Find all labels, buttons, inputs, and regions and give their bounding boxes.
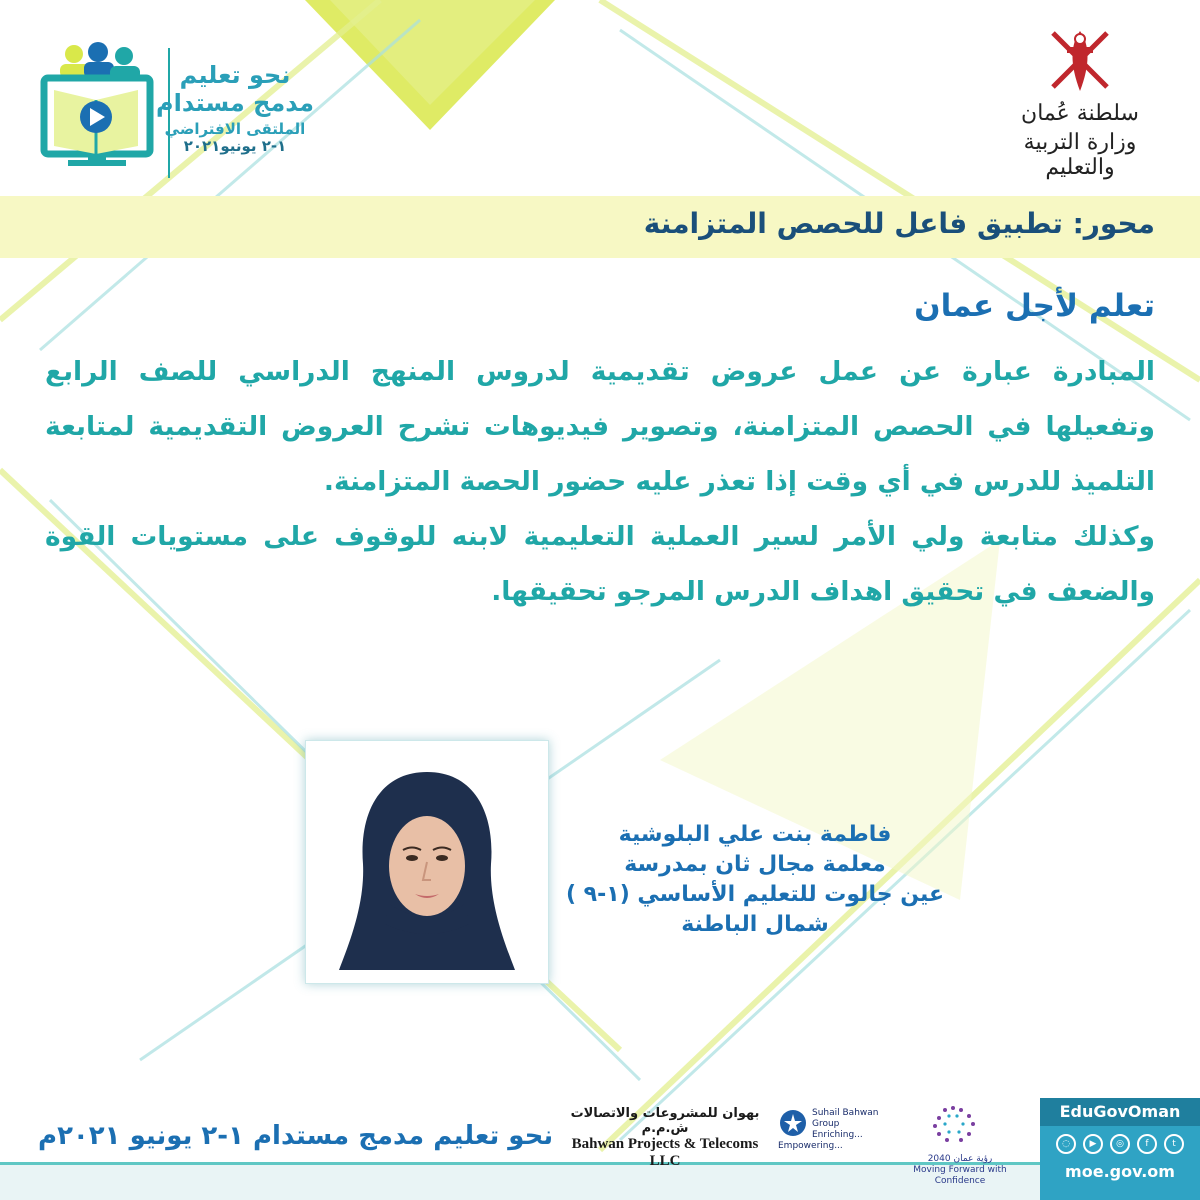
- teacher-photo-frame: [305, 740, 549, 984]
- vision-dots-icon: [915, 1100, 1005, 1150]
- bahwan-name-en: Bahwan Projects & Telecoms LLC: [571, 1136, 759, 1169]
- initiative-description: [45, 344, 1155, 619]
- event-subtitle: الملتقى الافتراضي: [164, 120, 306, 139]
- ministry-line1: سلطنة عُمان: [1021, 101, 1139, 126]
- bahwan-logo: [560, 1106, 770, 1170]
- social-icons: [1040, 1126, 1200, 1162]
- teacher-school: عين جالوت للتعليم الأساسي (١-٩ ): [565, 882, 945, 907]
- teacher-region: شمال الباطنة: [681, 912, 829, 937]
- bahwan-name-ar: بهوان للمشروعات والاتصالات ش.م.م: [570, 1106, 760, 1136]
- event-logo-icon: [38, 42, 156, 182]
- instagram-icon[interactable]: ◎: [1110, 1134, 1130, 1154]
- event-title-block: [150, 62, 320, 156]
- event-title-line1: نحو تعليم: [179, 61, 291, 89]
- suhail-bahwan-logo: [778, 1108, 888, 1152]
- website-link[interactable]: moe.gov.om: [1065, 1162, 1175, 1181]
- suhail-tagline: Enriching... Empowering...: [778, 1130, 863, 1151]
- twitter-icon[interactable]: t: [1164, 1134, 1184, 1154]
- footer-accent-line: [0, 1162, 1040, 1165]
- ministry-logo: [1000, 25, 1160, 180]
- teacher-photo: [319, 754, 535, 970]
- teacher-name: فاطمة بنت علي البلوشية: [618, 822, 892, 847]
- social-box: [1040, 1098, 1200, 1200]
- teacher-role: معلمة مجال ثان بمدرسة: [624, 852, 886, 877]
- description-paragraph-2: وكذلك متابعة ولي الأمر لسير العملية التعليمية لابنه للوقوف على مستويات القوة والضعف في تحقيق اهداف الدرس المرجو تحقيقها.: [45, 521, 1155, 607]
- facebook-icon[interactable]: f: [1137, 1134, 1157, 1154]
- teacher-info: [565, 820, 945, 940]
- suhail-name: Suhail Bahwan Group: [812, 1108, 879, 1129]
- ministry-line2: وزارة التربية والتعليم: [1023, 130, 1137, 180]
- vision-ar: رؤية عمان 2040: [927, 1154, 993, 1164]
- social-handle[interactable]: EduGovOman: [1040, 1098, 1200, 1126]
- axis-title: محور: تطبيق فاعل للحصص المتزامنة: [643, 207, 1155, 240]
- initiative-title: تعلم لأجل عمان: [914, 288, 1155, 324]
- event-dates: ١-٢ يونيو٢٠٢١: [183, 137, 287, 156]
- vision-en: Moving Forward with Confidence: [913, 1165, 1007, 1186]
- event-title-line2: مدمج مستدام: [156, 88, 314, 117]
- suhail-star-icon: [778, 1108, 808, 1138]
- oman-vision-logo: [900, 1100, 1020, 1187]
- description-paragraph-1: المبادرة عبارة عن عمل عروض تقديمية لدروس المنهج الدراسي للصف الرابع وتفعيلها في الحصص المتزامنة، وتصوير فيديوهات تشرح العروض التقديمية لمتابعة التلميذ للدرس في أي وقت إذا تعذر عليه حضور الحصة المتزامنة.: [45, 356, 1155, 497]
- footer-slogan: نحو تعليم مدمج مستدام ١-٢ يونيو ٢٠٢١م: [38, 1121, 554, 1151]
- youtube-icon[interactable]: ▶: [1083, 1134, 1103, 1154]
- khanjar-emblem-icon: [1045, 25, 1115, 97]
- snapchat-icon[interactable]: ◌: [1056, 1134, 1076, 1154]
- teacher-portrait-icon: [319, 754, 535, 970]
